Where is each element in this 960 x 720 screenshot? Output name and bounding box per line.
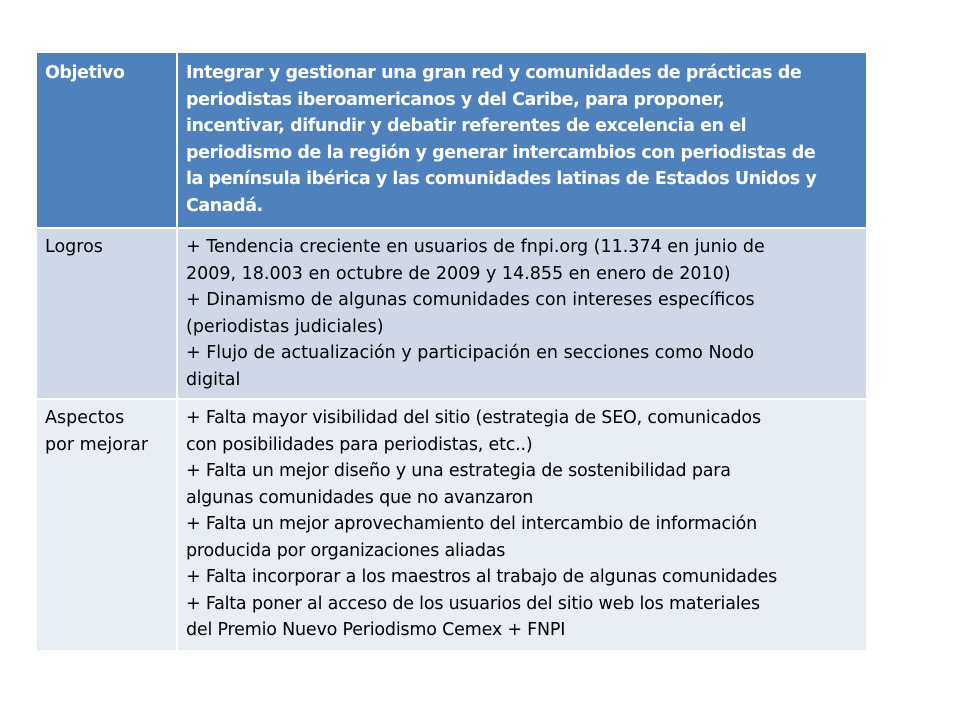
content-line: Canadá. [186, 195, 263, 216]
content-line: con posibilidades para periodistas, etc..) [186, 434, 533, 455]
row-label-text: por mejorar [45, 434, 149, 455]
content-line: + Flujo de actualización y participación en secciones como Nodo [186, 343, 755, 363]
row-label [37, 53, 177, 228]
table-row-objetivo [37, 53, 866, 228]
info-table [37, 53, 866, 650]
row-label-text: Aspectos [45, 408, 125, 428]
content-line: algunas comunidades que no avanzaron [186, 487, 534, 508]
table-row-logros [37, 228, 866, 399]
content-line: del Premio Nuevo Periodismo Cemex + FNPI [186, 620, 566, 640]
content-line: + Falta un mejor diseño y una estrategia de sostenibilidad para [186, 461, 731, 481]
row-label [37, 228, 177, 399]
row-content [177, 228, 866, 399]
table-row-aspectos [37, 399, 866, 650]
content-line: periodismo de la región y generar intercambios con periodistas de [186, 142, 816, 163]
row-content [177, 399, 866, 650]
content-line: + Falta poner al acceso de los usuarios del sitio web los materiales [186, 593, 760, 614]
content-line: 2009, 18.003 en octubre de 2009 y 14.855 en enero de 2010) [186, 263, 731, 284]
content-line: Integrar y gestionar una gran red y comunidades de prácticas de [186, 63, 802, 83]
content-line: producida por organizaciones aliadas [186, 540, 506, 561]
content-line: digital [186, 369, 241, 390]
content-line: la península ibérica y las comunidades latinas de Estados Unidos y [186, 169, 817, 189]
content-line: + Dinamismo de algunas comunidades con intereses específicos [186, 290, 755, 310]
row-label-text: Logros [45, 237, 103, 257]
content-line: + Falta mayor visibilidad del sitio (estrategia de SEO, comunicados [186, 408, 761, 428]
content-line: periodistas iberoamericanos y del Caribe, para proponer, [186, 89, 725, 110]
content-line: (periodistas judiciales) [186, 316, 384, 337]
content-line: + Falta un mejor aprovechamiento del intercambio de información [186, 514, 758, 534]
content-line: + Tendencia creciente en usuarios de fnpi.org (11.374 en junio de [186, 237, 765, 257]
content-line: + Falta incorporar a los maestros al trabajo de algunas comunidades [186, 567, 778, 587]
row-label [37, 399, 177, 650]
row-label-text: Objetivo [45, 63, 125, 83]
content-line: incentivar, difundir y debatir referentes de excelencia en el [186, 116, 747, 136]
row-content [177, 53, 866, 228]
